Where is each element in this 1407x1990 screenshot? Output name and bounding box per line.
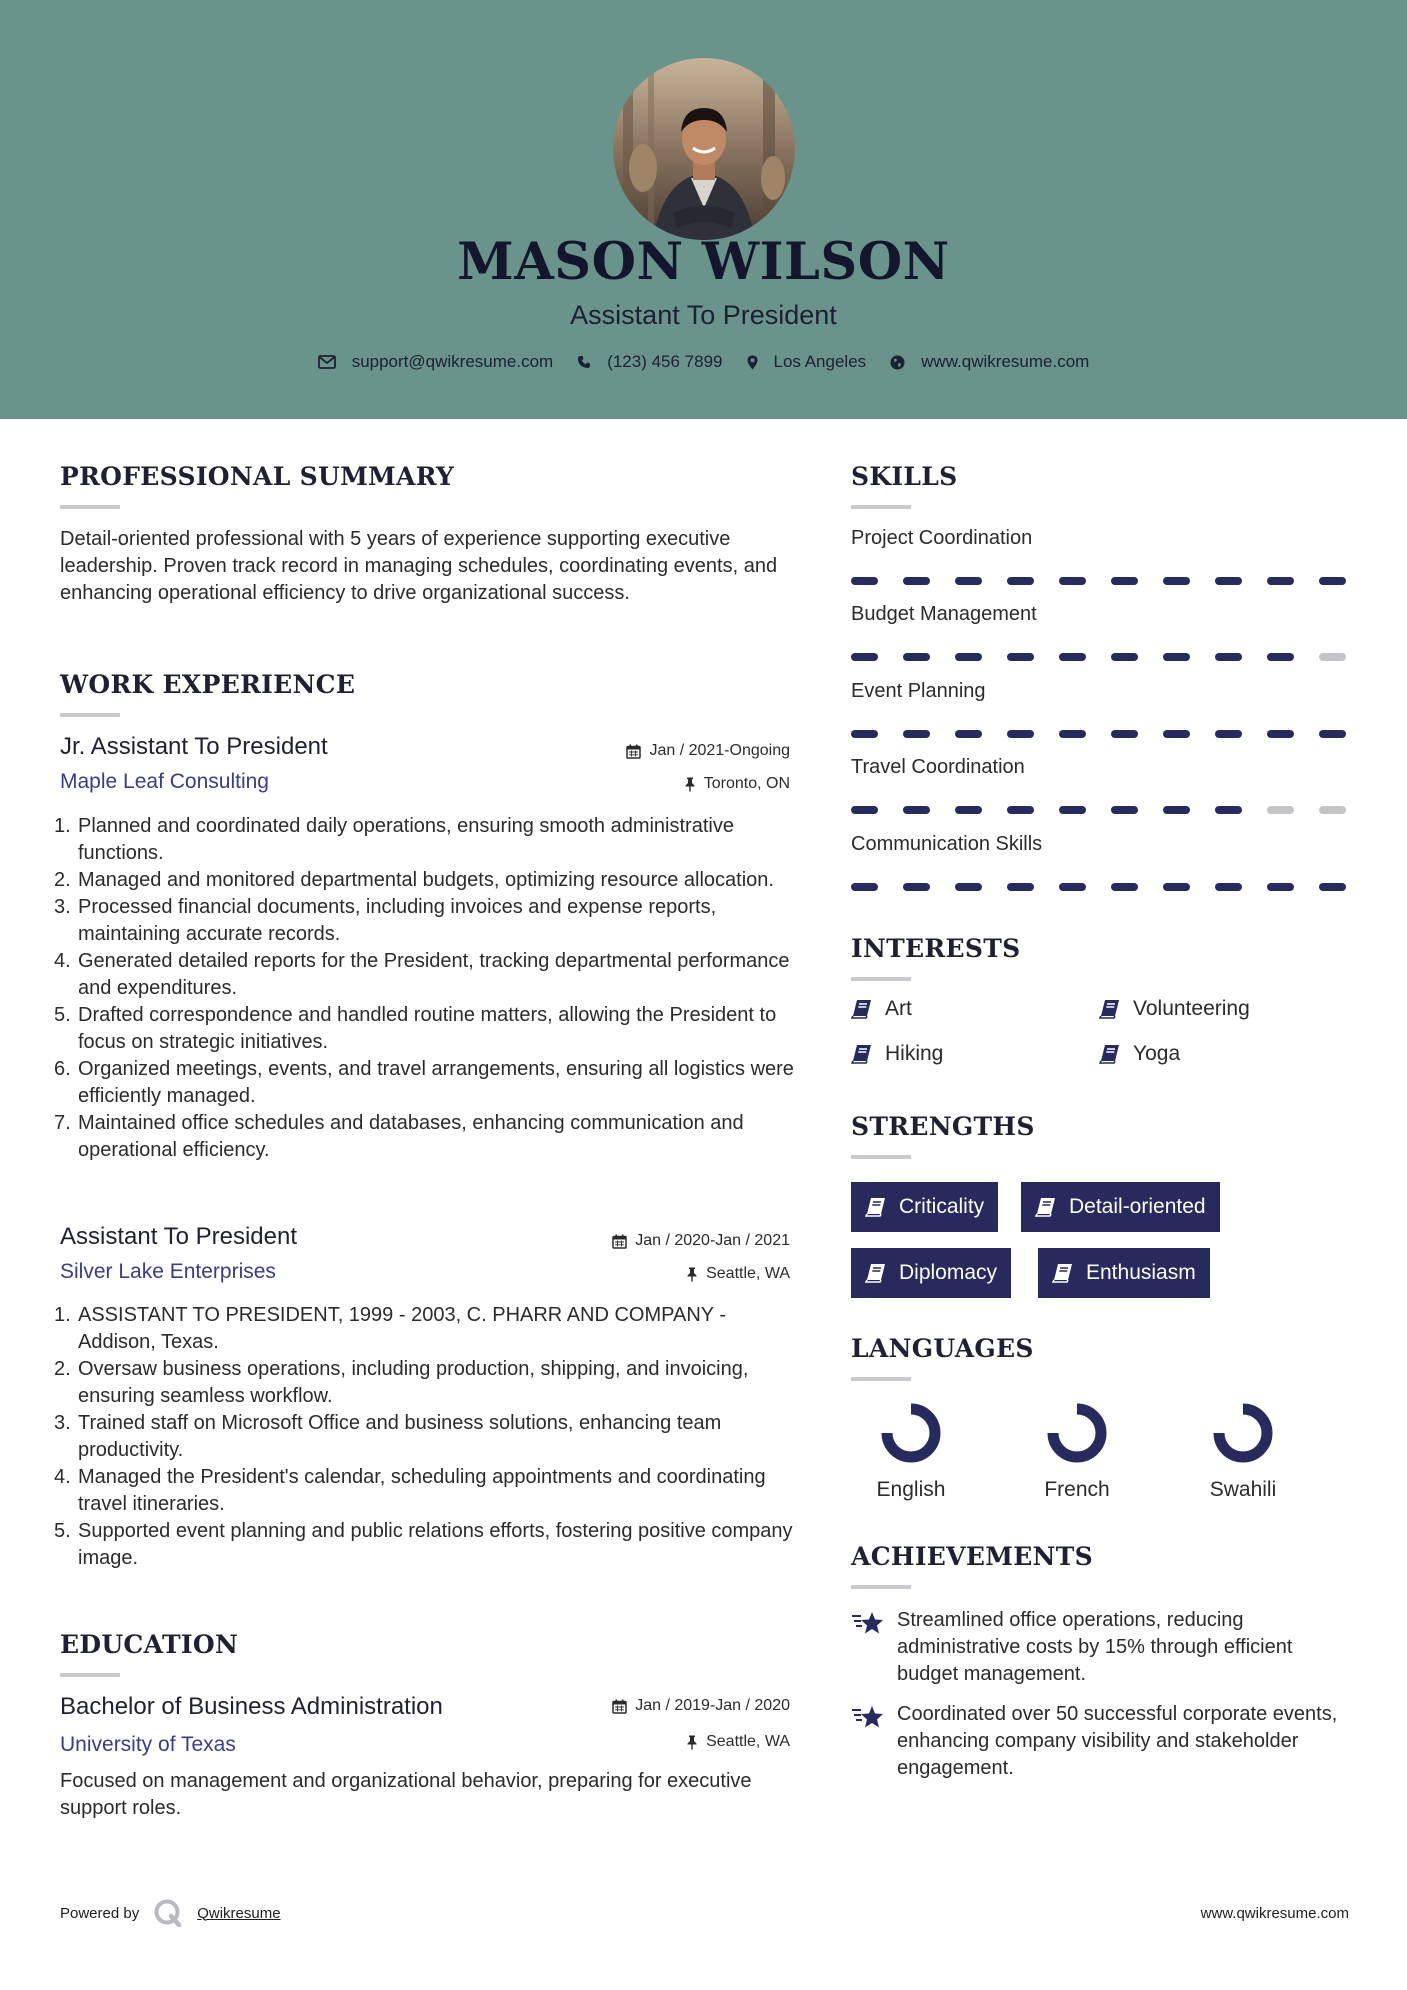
skill-dot xyxy=(1007,883,1034,891)
skill-dot xyxy=(1059,653,1086,661)
list-item: 4. Generated detailed reports for the President, tracking departmental performance and expenditures. xyxy=(54,950,790,999)
interest-item xyxy=(851,1042,943,1066)
language-level-ring xyxy=(1212,1402,1274,1464)
skill-name: Project Coordination xyxy=(851,527,1033,549)
summary-heading: PROFESSIONAL SUMMARY xyxy=(60,462,455,491)
skills-heading-rule xyxy=(851,505,911,509)
skill-name: Travel Coordination xyxy=(851,756,1025,778)
skill-rating xyxy=(851,653,1351,661)
skill-dot xyxy=(955,730,982,738)
skill-dot xyxy=(1007,730,1034,738)
skill-dot xyxy=(1163,806,1190,814)
calendar-icon xyxy=(626,744,641,759)
strength-tag xyxy=(1021,1182,1220,1232)
summary-heading-rule xyxy=(60,505,120,509)
language-name: English xyxy=(876,1478,946,1501)
strength-label: Criticality xyxy=(899,1195,985,1218)
job-company: Silver Lake Enterprises xyxy=(60,1260,276,1283)
education-description: Focused on management and organizational behavior, preparing for executive support roles. xyxy=(60,1770,752,1819)
language-level-arc xyxy=(887,1409,935,1457)
job-1-duties xyxy=(54,813,800,1164)
contact-email[interactable] xyxy=(318,352,554,372)
qwikresume-logo-icon xyxy=(153,1898,183,1928)
job-location-text: Seattle, WA xyxy=(706,1265,790,1282)
interests-heading: INTERESTS xyxy=(851,934,1021,963)
interest-item xyxy=(1099,1042,1180,1066)
interests-heading-rule xyxy=(851,977,911,981)
skill-dot xyxy=(1267,730,1294,738)
strengths-heading-rule xyxy=(851,1155,911,1159)
skill-dot xyxy=(1059,806,1086,814)
skill-dot xyxy=(1111,806,1138,814)
mail-icon xyxy=(318,355,336,369)
interest-item xyxy=(851,997,912,1021)
skill-dot xyxy=(955,653,982,661)
phone-text: (123) 456 7899 xyxy=(607,352,723,371)
achievement-item xyxy=(851,1701,1351,1782)
list-item: 1. Planned and coordinated daily operations, ensuring smooth administrative functions. xyxy=(54,815,734,864)
email-text: support@qwikresume.com xyxy=(351,352,554,371)
interest-label: Yoga xyxy=(1133,1042,1181,1065)
skill-dot xyxy=(1059,883,1086,891)
location-pin-icon xyxy=(747,355,758,370)
list-item: 6. Organized meetings, events, and travel arrangements, ensuring all logistics were efficiently managed. xyxy=(54,1058,794,1107)
education-heading: EDUCATION xyxy=(60,1630,239,1659)
skill-rating xyxy=(851,883,1351,891)
pushpin-icon xyxy=(684,777,696,792)
interest-label: Volunteering xyxy=(1133,997,1250,1020)
strength-tag xyxy=(851,1248,1011,1298)
job-company: Maple Leaf Consulting xyxy=(60,770,269,793)
skill-rating xyxy=(851,577,1351,585)
skill-dot xyxy=(1007,806,1034,814)
skill-rating xyxy=(851,730,1351,738)
book-icon xyxy=(865,1263,887,1283)
education-dates-text: Jan / 2019-Jan / 2020 xyxy=(635,1697,790,1714)
skill-dot xyxy=(903,883,930,891)
job-location xyxy=(540,1265,790,1283)
skill-dot xyxy=(1163,577,1190,585)
achievement-text: Streamlined office operations, reducing administrative costs by 15% through efficient budget management. xyxy=(897,1609,1293,1685)
candidate-name: MASON WILSON xyxy=(457,232,950,292)
skill-dot xyxy=(1319,806,1346,814)
language-item xyxy=(836,1402,986,1502)
strength-tag xyxy=(1038,1248,1210,1298)
job-title: Assistant To President xyxy=(60,1223,298,1250)
pushpin-icon xyxy=(686,1735,698,1750)
skill-name: Budget Management xyxy=(851,603,1037,625)
skill-dot xyxy=(1267,806,1294,814)
book-icon xyxy=(851,1044,873,1064)
book-icon xyxy=(1099,999,1121,1019)
book-icon xyxy=(1052,1263,1074,1283)
calendar-icon xyxy=(612,1234,627,1249)
skill-dot xyxy=(1111,577,1138,585)
website-text: www.qwikresume.com xyxy=(921,352,1090,371)
pushpin-icon xyxy=(686,1267,698,1282)
languages-heading-rule xyxy=(851,1377,911,1381)
interest-item xyxy=(1099,997,1250,1021)
job-2-duties xyxy=(54,1302,800,1572)
contact-phone[interactable] xyxy=(577,352,722,372)
list-item: 7. Maintained office schedules and databases, enhancing communication and operational efficiency. xyxy=(54,1112,744,1161)
interest-label: Hiking xyxy=(885,1042,944,1065)
achievements-heading: ACHIEVEMENTS xyxy=(851,1542,1093,1571)
education-location xyxy=(540,1733,790,1751)
education-heading-rule xyxy=(60,1673,120,1677)
achievements-heading-rule xyxy=(851,1585,911,1589)
skill-dot xyxy=(1007,577,1034,585)
language-item xyxy=(1168,1402,1318,1502)
job-dates-text: Jan / 2020-Jan / 2021 xyxy=(635,1232,790,1249)
job-location xyxy=(540,775,790,793)
experience-heading-rule xyxy=(60,713,120,717)
candidate-title: Assistant To President xyxy=(570,300,837,330)
list-item: 1. ASSISTANT TO PRESIDENT, 1999 - 2003, C. PHARR AND COMPANY - Addison, Texas. xyxy=(54,1304,726,1353)
skill-dot xyxy=(903,730,930,738)
skill-dot xyxy=(1059,577,1086,585)
contact-location xyxy=(747,352,867,372)
list-item: 2. Oversaw business operations, including production, shipping, and invoicing, ensuring seamless workflow. xyxy=(54,1358,749,1407)
job-title: Jr. Assistant To President xyxy=(60,733,328,760)
education-dates xyxy=(540,1697,790,1715)
language-name: French xyxy=(1044,1478,1110,1501)
powered-by-label: Powered by xyxy=(60,1904,140,1922)
language-item xyxy=(1002,1402,1152,1502)
location-text: Los Angeles xyxy=(773,352,867,371)
skill-dot xyxy=(1111,730,1138,738)
language-name: Swahili xyxy=(1209,1478,1277,1501)
languages-heading: LANGUAGES xyxy=(851,1334,1034,1363)
achievement-text: Coordinated over 50 successful corporate events, enhancing company visibility and stakeholder engagement. xyxy=(897,1703,1338,1779)
skill-dot xyxy=(1163,730,1190,738)
footer-website[interactable]: www.qwikresume.com xyxy=(1200,1905,1349,1922)
language-level-arc xyxy=(1053,1409,1101,1457)
brand-link[interactable]: Qwikresume xyxy=(197,1904,281,1922)
skill-dot xyxy=(1267,577,1294,585)
skill-dot xyxy=(1007,653,1034,661)
language-level-ring xyxy=(880,1402,942,1464)
skill-dot xyxy=(955,883,982,891)
book-icon xyxy=(1099,1044,1121,1064)
globe-icon xyxy=(890,355,905,370)
skill-dot xyxy=(1111,653,1138,661)
skill-dot xyxy=(903,577,930,585)
skill-dot xyxy=(1111,883,1138,891)
strength-tag xyxy=(851,1182,998,1232)
book-icon xyxy=(865,1197,887,1217)
skill-dot xyxy=(1215,577,1242,585)
skill-dot xyxy=(1059,730,1086,738)
footer-powered-by xyxy=(60,1898,281,1928)
skill-dot xyxy=(1319,653,1346,661)
skill-dot xyxy=(851,730,878,738)
skill-dot xyxy=(1215,730,1242,738)
skill-dot xyxy=(955,577,982,585)
language-level-arc xyxy=(1219,1409,1267,1457)
skill-dot xyxy=(1215,883,1242,891)
achievement-item xyxy=(851,1607,1351,1688)
skill-rating xyxy=(851,806,1351,814)
skill-dot xyxy=(1215,653,1242,661)
skill-dot xyxy=(1163,883,1190,891)
book-icon xyxy=(1035,1197,1057,1217)
skill-dot xyxy=(1163,653,1190,661)
skill-name: Event Planning xyxy=(851,680,986,702)
list-item: 4. Managed the President's calendar, scheduling appointments and coordinating travel itineraries. xyxy=(54,1466,766,1515)
skill-dot xyxy=(851,653,878,661)
skill-dot xyxy=(1267,653,1294,661)
skills-heading: SKILLS xyxy=(851,462,958,491)
skill-dot xyxy=(1319,577,1346,585)
skill-dot xyxy=(1319,730,1346,738)
skill-dot xyxy=(851,806,878,814)
skill-dot xyxy=(1319,883,1346,891)
job-dates xyxy=(540,1232,790,1250)
profile-photo xyxy=(613,58,795,240)
skill-name: Communication Skills xyxy=(851,833,1043,855)
list-item: 3. Trained staff on Microsoft Office and business solutions, enhancing team productivity. xyxy=(54,1412,722,1461)
skill-dot xyxy=(955,806,982,814)
skill-dot xyxy=(851,577,878,585)
degree-title: Bachelor of Business Administration xyxy=(60,1693,443,1720)
job-dates-text: Jan / 2021-Ongoing xyxy=(649,742,790,759)
skill-dot xyxy=(903,653,930,661)
list-item: 5. Drafted correspondence and handled routine matters, allowing the President to focus on strategic initiatives. xyxy=(54,1004,777,1053)
book-icon xyxy=(851,999,873,1019)
job-location-text: Toronto, ON xyxy=(703,775,790,792)
phone-icon xyxy=(577,355,591,369)
skill-dot xyxy=(903,806,930,814)
language-level-ring xyxy=(1046,1402,1108,1464)
skill-dot xyxy=(1215,806,1242,814)
strength-label: Detail-oriented xyxy=(1069,1195,1206,1218)
star-icon xyxy=(851,1704,885,1730)
resume-header xyxy=(0,0,1407,419)
interest-label: Art xyxy=(885,997,912,1020)
list-item: 3. Processed financial documents, including invoices and expense reports, maintaining accurate records. xyxy=(54,896,717,945)
calendar-icon xyxy=(612,1699,627,1714)
strength-label: Diplomacy xyxy=(899,1261,998,1284)
strengths-heading: STRENGTHS xyxy=(851,1112,1035,1141)
strength-label: Enthusiasm xyxy=(1086,1261,1196,1284)
school-name: University of Texas xyxy=(60,1733,236,1756)
list-item: 5. Supported event planning and public relations efforts, fostering positive company image. xyxy=(54,1520,793,1569)
skill-dot xyxy=(851,883,878,891)
summary-text: Detail-oriented professional with 5 years of experience supporting executive leadership. Proven track record in managing schedules, coordinating events, and enhancing operational efficiency to drive organizational success. xyxy=(60,528,778,604)
job-dates xyxy=(540,742,790,760)
skill-dot xyxy=(1267,883,1294,891)
star-icon xyxy=(851,1610,885,1636)
contact-bar xyxy=(0,352,1407,372)
experience-heading: WORK EXPERIENCE xyxy=(60,670,356,699)
education-location-text: Seattle, WA xyxy=(706,1733,790,1750)
contact-website[interactable] xyxy=(890,352,1089,372)
list-item: 2. Managed and monitored departmental budgets, optimizing resource allocation. xyxy=(54,869,774,891)
